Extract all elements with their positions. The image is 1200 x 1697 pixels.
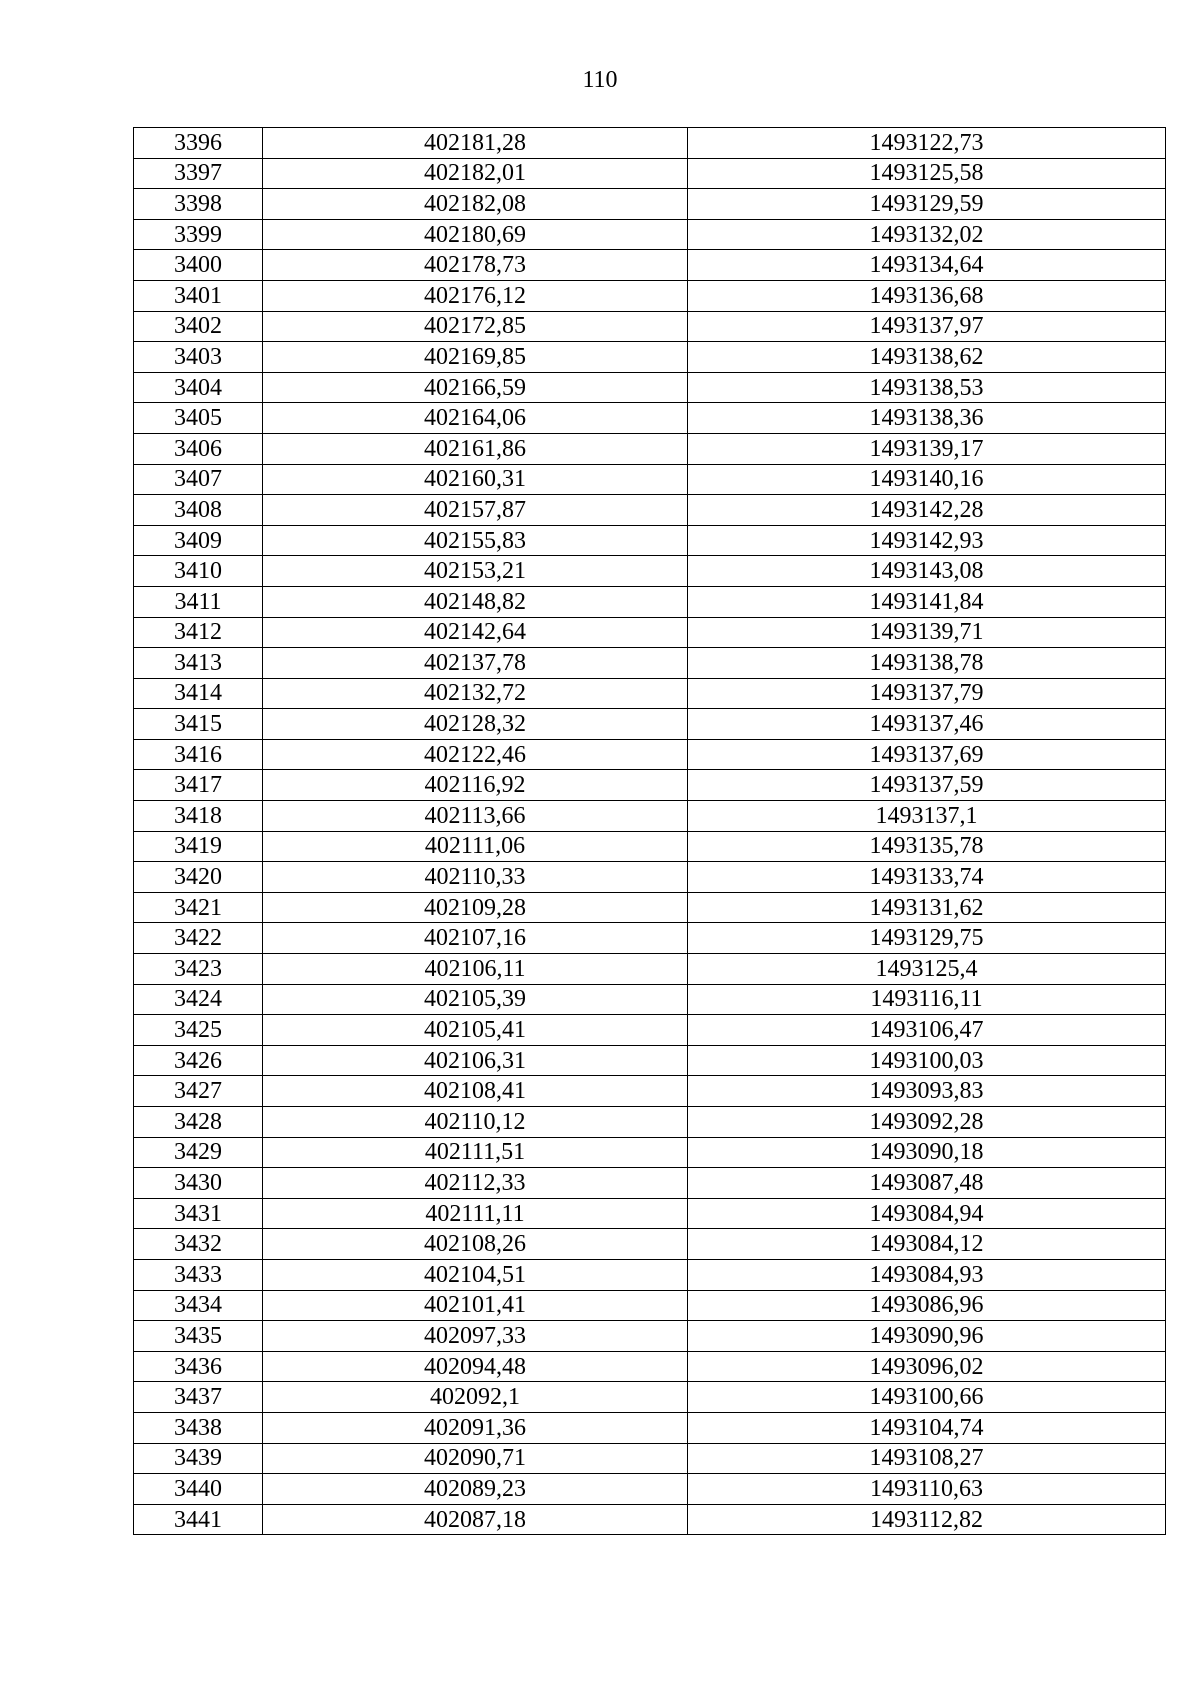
table-row	[134, 1504, 1166, 1535]
y-coordinate-cell: 1493134,64	[688, 250, 1166, 281]
table-row	[134, 739, 1166, 770]
y-coordinate-cell: 1493125,4	[688, 954, 1166, 985]
y-coordinate-cell: 1493141,84	[688, 586, 1166, 617]
point-number-cell: 3419	[134, 831, 263, 862]
y-coordinate-cell: 1493129,75	[688, 923, 1166, 954]
table-row	[134, 954, 1166, 985]
table-row	[134, 433, 1166, 464]
y-coordinate-cell: 1493137,46	[688, 709, 1166, 740]
point-number-cell: 3398	[134, 189, 263, 220]
point-number-cell: 3399	[134, 219, 263, 250]
y-coordinate-cell: 1493137,79	[688, 678, 1166, 709]
x-coordinate-cell: 402111,51	[263, 1137, 688, 1168]
y-coordinate-cell: 1493139,71	[688, 617, 1166, 648]
y-coordinate-cell: 1493092,28	[688, 1107, 1166, 1138]
x-coordinate-cell: 402111,11	[263, 1198, 688, 1229]
point-number-cell: 3426	[134, 1045, 263, 1076]
point-number-cell: 3437	[134, 1382, 263, 1413]
point-number-cell: 3400	[134, 250, 263, 281]
x-coordinate-cell: 402176,12	[263, 280, 688, 311]
point-number-cell: 3416	[134, 739, 263, 770]
table-row	[134, 617, 1166, 648]
y-coordinate-cell: 1493104,74	[688, 1412, 1166, 1443]
table-row	[134, 250, 1166, 281]
point-number-cell: 3441	[134, 1504, 263, 1535]
y-coordinate-cell: 1493112,82	[688, 1504, 1166, 1535]
y-coordinate-cell: 1493139,17	[688, 433, 1166, 464]
x-coordinate-cell: 402090,71	[263, 1443, 688, 1474]
y-coordinate-cell: 1493090,96	[688, 1321, 1166, 1352]
y-coordinate-cell: 1493106,47	[688, 1015, 1166, 1046]
y-coordinate-cell: 1493132,02	[688, 219, 1166, 250]
x-coordinate-cell: 402161,86	[263, 433, 688, 464]
y-coordinate-cell: 1493142,28	[688, 495, 1166, 526]
table-row	[134, 372, 1166, 403]
x-coordinate-cell: 402089,23	[263, 1474, 688, 1505]
table-row	[134, 1382, 1166, 1413]
point-number-cell: 3401	[134, 280, 263, 311]
point-number-cell: 3435	[134, 1321, 263, 1352]
table-row	[134, 892, 1166, 923]
point-number-cell: 3418	[134, 801, 263, 832]
table-row	[134, 678, 1166, 709]
x-coordinate-cell: 402122,46	[263, 739, 688, 770]
table-row	[134, 1443, 1166, 1474]
table-row	[134, 403, 1166, 434]
point-number-cell: 3413	[134, 648, 263, 679]
x-coordinate-cell: 402142,64	[263, 617, 688, 648]
x-coordinate-cell: 402104,51	[263, 1259, 688, 1290]
table-row	[134, 1015, 1166, 1046]
y-coordinate-cell: 1493143,08	[688, 556, 1166, 587]
y-coordinate-cell: 1493116,11	[688, 984, 1166, 1015]
x-coordinate-cell: 402111,06	[263, 831, 688, 862]
y-coordinate-cell: 1493137,69	[688, 739, 1166, 770]
x-coordinate-cell: 402160,31	[263, 464, 688, 495]
point-number-cell: 3429	[134, 1137, 263, 1168]
point-number-cell: 3397	[134, 158, 263, 189]
x-coordinate-cell: 402112,33	[263, 1168, 688, 1199]
x-coordinate-cell: 402172,85	[263, 311, 688, 342]
y-coordinate-cell: 1493140,16	[688, 464, 1166, 495]
table-row	[134, 648, 1166, 679]
point-number-cell: 3440	[134, 1474, 263, 1505]
point-number-cell: 3402	[134, 311, 263, 342]
x-coordinate-cell: 402128,32	[263, 709, 688, 740]
page-number: 110	[582, 67, 618, 93]
y-coordinate-cell: 1493084,94	[688, 1198, 1166, 1229]
point-number-cell: 3409	[134, 525, 263, 556]
x-coordinate-cell: 402182,08	[263, 189, 688, 220]
point-number-cell: 3433	[134, 1259, 263, 1290]
point-number-cell: 3407	[134, 464, 263, 495]
point-number-cell: 3423	[134, 954, 263, 985]
table-row	[134, 1321, 1166, 1352]
y-coordinate-cell: 1493136,68	[688, 280, 1166, 311]
point-number-cell: 3421	[134, 892, 263, 923]
table-row	[134, 586, 1166, 617]
x-coordinate-cell: 402116,92	[263, 770, 688, 801]
table-row	[134, 1290, 1166, 1321]
point-number-cell: 3410	[134, 556, 263, 587]
x-coordinate-cell: 402157,87	[263, 495, 688, 526]
y-coordinate-cell: 1493086,96	[688, 1290, 1166, 1321]
point-number-cell: 3404	[134, 372, 263, 403]
x-coordinate-cell: 402178,73	[263, 250, 688, 281]
table-row	[134, 709, 1166, 740]
x-coordinate-cell: 402110,12	[263, 1107, 688, 1138]
table-row	[134, 1076, 1166, 1107]
y-coordinate-cell: 1493087,48	[688, 1168, 1166, 1199]
table-row	[134, 219, 1166, 250]
point-number-cell: 3438	[134, 1412, 263, 1443]
x-coordinate-cell: 402109,28	[263, 892, 688, 923]
point-number-cell: 3396	[134, 128, 263, 159]
y-coordinate-cell: 1493084,93	[688, 1259, 1166, 1290]
point-number-cell: 3424	[134, 984, 263, 1015]
x-coordinate-cell: 402132,72	[263, 678, 688, 709]
coordinates-table	[133, 127, 1166, 1535]
y-coordinate-cell: 1493131,62	[688, 892, 1166, 923]
table-row	[134, 1045, 1166, 1076]
x-coordinate-cell: 402108,41	[263, 1076, 688, 1107]
table-row	[134, 525, 1166, 556]
table-row	[134, 556, 1166, 587]
x-coordinate-cell: 402181,28	[263, 128, 688, 159]
table-row	[134, 1474, 1166, 1505]
coordinates-table-body	[134, 128, 1166, 1535]
y-coordinate-cell: 1493110,63	[688, 1474, 1166, 1505]
table-row	[134, 495, 1166, 526]
x-coordinate-cell: 402153,21	[263, 556, 688, 587]
point-number-cell: 3430	[134, 1168, 263, 1199]
point-number-cell: 3417	[134, 770, 263, 801]
x-coordinate-cell: 402169,85	[263, 342, 688, 373]
point-number-cell: 3414	[134, 678, 263, 709]
y-coordinate-cell: 1493090,18	[688, 1137, 1166, 1168]
x-coordinate-cell: 402164,06	[263, 403, 688, 434]
point-number-cell: 3412	[134, 617, 263, 648]
x-coordinate-cell: 402155,83	[263, 525, 688, 556]
x-coordinate-cell: 402105,41	[263, 1015, 688, 1046]
y-coordinate-cell: 1493137,1	[688, 801, 1166, 832]
point-number-cell: 3427	[134, 1076, 263, 1107]
y-coordinate-cell: 1493100,66	[688, 1382, 1166, 1413]
point-number-cell: 3406	[134, 433, 263, 464]
table-row	[134, 1229, 1166, 1260]
y-coordinate-cell: 1493135,78	[688, 831, 1166, 862]
y-coordinate-cell: 1493138,36	[688, 403, 1166, 434]
x-coordinate-cell: 402091,36	[263, 1412, 688, 1443]
table-row	[134, 342, 1166, 373]
table-row	[134, 1168, 1166, 1199]
x-coordinate-cell: 402166,59	[263, 372, 688, 403]
table-row	[134, 862, 1166, 893]
table-row	[134, 280, 1166, 311]
x-coordinate-cell: 402097,33	[263, 1321, 688, 1352]
table-row	[134, 1412, 1166, 1443]
table-row	[134, 128, 1166, 159]
point-number-cell: 3420	[134, 862, 263, 893]
table-row	[134, 1198, 1166, 1229]
x-coordinate-cell: 402106,31	[263, 1045, 688, 1076]
y-coordinate-cell: 1493125,58	[688, 158, 1166, 189]
table-row	[134, 311, 1166, 342]
point-number-cell: 3422	[134, 923, 263, 954]
table-row	[134, 801, 1166, 832]
y-coordinate-cell: 1493138,53	[688, 372, 1166, 403]
x-coordinate-cell: 402108,26	[263, 1229, 688, 1260]
point-number-cell: 3432	[134, 1229, 263, 1260]
x-coordinate-cell: 402092,1	[263, 1382, 688, 1413]
x-coordinate-cell: 402113,66	[263, 801, 688, 832]
point-number-cell: 3439	[134, 1443, 263, 1474]
y-coordinate-cell: 1493129,59	[688, 189, 1166, 220]
y-coordinate-cell: 1493084,12	[688, 1229, 1166, 1260]
y-coordinate-cell: 1493142,93	[688, 525, 1166, 556]
y-coordinate-cell: 1493138,62	[688, 342, 1166, 373]
table-row	[134, 984, 1166, 1015]
point-number-cell: 3431	[134, 1198, 263, 1229]
point-number-cell: 3408	[134, 495, 263, 526]
table-row	[134, 1137, 1166, 1168]
x-coordinate-cell: 402094,48	[263, 1351, 688, 1382]
table-row	[134, 464, 1166, 495]
y-coordinate-cell: 1493137,97	[688, 311, 1166, 342]
y-coordinate-cell: 1493096,02	[688, 1351, 1166, 1382]
y-coordinate-cell: 1493138,78	[688, 648, 1166, 679]
point-number-cell: 3436	[134, 1351, 263, 1382]
table-row	[134, 1259, 1166, 1290]
point-number-cell: 3434	[134, 1290, 263, 1321]
table-row	[134, 158, 1166, 189]
y-coordinate-cell: 1493093,83	[688, 1076, 1166, 1107]
x-coordinate-cell: 402105,39	[263, 984, 688, 1015]
point-number-cell: 3415	[134, 709, 263, 740]
point-number-cell: 3403	[134, 342, 263, 373]
x-coordinate-cell: 402180,69	[263, 219, 688, 250]
x-coordinate-cell: 402106,11	[263, 954, 688, 985]
table-row	[134, 831, 1166, 862]
x-coordinate-cell: 402148,82	[263, 586, 688, 617]
point-number-cell: 3425	[134, 1015, 263, 1046]
y-coordinate-cell: 1493100,03	[688, 1045, 1166, 1076]
x-coordinate-cell: 402137,78	[263, 648, 688, 679]
x-coordinate-cell: 402182,01	[263, 158, 688, 189]
x-coordinate-cell: 402107,16	[263, 923, 688, 954]
table-row	[134, 1107, 1166, 1138]
point-number-cell: 3411	[134, 586, 263, 617]
x-coordinate-cell: 402101,41	[263, 1290, 688, 1321]
point-number-cell: 3405	[134, 403, 263, 434]
y-coordinate-cell: 1493137,59	[688, 770, 1166, 801]
x-coordinate-cell: 402087,18	[263, 1504, 688, 1535]
table-row	[134, 770, 1166, 801]
table-row	[134, 1351, 1166, 1382]
x-coordinate-cell: 402110,33	[263, 862, 688, 893]
y-coordinate-cell: 1493133,74	[688, 862, 1166, 893]
y-coordinate-cell: 1493122,73	[688, 128, 1166, 159]
table-row	[134, 923, 1166, 954]
point-number-cell: 3428	[134, 1107, 263, 1138]
y-coordinate-cell: 1493108,27	[688, 1443, 1166, 1474]
table-row	[134, 189, 1166, 220]
